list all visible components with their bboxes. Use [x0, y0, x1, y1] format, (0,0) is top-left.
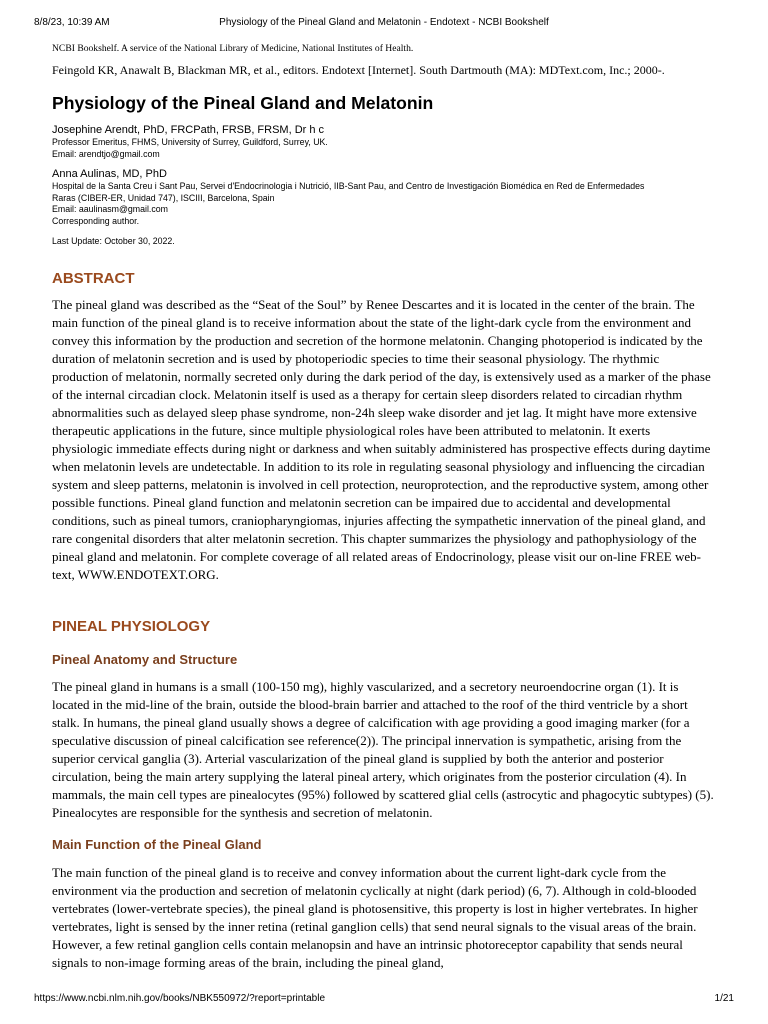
page-title: Physiology of the Pineal Gland and Melatonin: [52, 93, 434, 113]
print-header: [34, 17, 734, 31]
function-text: The main function of the pineal gland is to receive and convey information about the current light-dark cycle from the environment via the production and secretion of melatonin cyclically at night (dark period) (6, 7). Although in cold-blooded vertebrates (lower-vertebrate species), the pineal gland is photosensitive, this property is lost in higher vertebrates. In higher vertebrates, light is sensed by the inner retina (retinal ganglion cells) that send neural signals to the visual areas of the brain. However, a few retinal ganglion cells contain melanopsin and have an intrinsic photoreceptor capability that sends neural signals to non-image forming areas of the brain, including the pineal gland,: [52, 865, 698, 970]
abstract-heading: ABSTRACT: [52, 270, 135, 287]
anatomy-text: The pineal gland in humans is a small (100-150 mg), highly vascularized, and a secretory neuroendocrine organ (1). It is located in the mid-line of the brain, outside the blood-brain barrier and attached to the roof of the third ventricle by a short stalk. In humans, the pineal gland usually shows a degree of calcification with age providing a good imaging marker (for a speculative discussion of pineal calcification see reference(2)). The principal innervation is sympathetic, arising from the superior cervical ganglia (3). Arterial vascularization of the pineal gland is supplied by both the anterior and posterior circulation, being the main artery supplying the lateral pineal artery, which originates from the posterior circulation (4). In mammals, the main cell types are pinealocytes (95%) followed by scattered glial cells (astrocytic and phagocytic subtypes) (5). Pinealocytes are responsible for the synthesis and secretion of melatonin.: [52, 679, 714, 820]
author-email[interactable]: Email: aaulinasm@gmail.com: [52, 204, 168, 214]
anatomy-heading: Pineal Anatomy and Structure: [52, 652, 238, 667]
author-block: [52, 168, 712, 227]
pineal-physiology-heading: PINEAL PHYSIOLOGY: [52, 618, 211, 635]
author-affiliation: Hospital de la Santa Creu i Sant Pau, Servei d'Endocrinologia i Nutrició, IIB-Sant Pau, and Centro de Investigación Biomédica en Red de Enfermedades: [52, 181, 645, 191]
print-footer: [34, 993, 734, 1007]
author-block: [52, 124, 712, 160]
print-url: https://www.ncbi.nlm.nih.gov/books/NBK550972/?report=printable: [34, 993, 326, 1004]
author-name: Anna Aulinas, MD, PhD: [52, 168, 167, 180]
bookshelf-notice: NCBI Bookshelf. A service of the National Library of Medicine, National Institutes of Health.: [52, 43, 414, 54]
function-heading: Main Function of the Pineal Gland: [52, 837, 262, 852]
author-name: Josephine Arendt, PhD, FRCPath, FRSB, FRSM, Dr h c: [52, 124, 325, 136]
author-email[interactable]: Email: arendtjo@gmail.com: [52, 148, 160, 159]
corresponding-author-note: Corresponding author.: [52, 215, 140, 226]
author-list: [52, 124, 712, 247]
page-number: 1/21: [714, 993, 734, 1004]
abstract-text: The pineal gland was described as the “Seat of the Soul” by Renee Descartes and it is located in the center of the brain. The main function of the pineal gland is to receive information about the state of the light-dark cycle from the environment and convey this information by the production and secretion of the hormone melatonin. Changing photoperiod is indicated by the duration of melatonin secretion and is used by photoperiodic species to time their seasonal physiology. The rhythmic production of melatonin, normally secreted only during the dark period of the day, is extensively used as a marker of the phase of the internal circadian clock. Melatonin itself is used as a therapy for certain sleep disorders related to circadian rhythm abnormalities such as delayed sleep phase syndrome, non-24h sleep wake disorder and jet lag. It might have more extensive therapeutic applications in the future, since multiple physiological roles have been attributed to melatonin. It exerts physiologic immediate effects during night or darkness and when suitably administered has prospective effects during daytime when melatonin levels are undetectable. In addition to its role in regulating seasonal physiology and influencing the circadian system and sleep patterns, melatonin is involved in cell protection, neuroprotection, and the reproductive system, among other possible functions. Pineal gland function and melatonin secretion can be impaired due to accidental and developmental conditions, such as pineal tumors, craniopharyngiomas, injuries affecting the sympathetic innervation of the pineal gland, and rare congenital disorders that alter melatonin secretion. This chapter summarizes the physiology and pathophysiology of the pineal gland and melatonin. For complete coverage of all related areas of Endocrinology, please visit our on-line FREE web-text, WWW.ENDOTEXT.ORG.: [52, 297, 711, 582]
print-date: 8/8/23, 10:39 AM: [34, 17, 110, 28]
last-update: Last Update: October 30, 2022.: [52, 236, 175, 246]
author-affiliation-cont: Raras (CIBER-ER, Unidad 747), ISCIII, Barcelona, Spain: [52, 192, 275, 203]
print-page-title: Physiology of the Pineal Gland and Melatonin - Endotext - NCBI Bookshelf: [219, 17, 549, 28]
citation: Feingold KR, Anawalt B, Blackman MR, et al., editors. Endotext [Internet]. South Dartmouth (MA): MDText.com, Inc.; 2000-.: [52, 63, 665, 77]
author-affiliation: Professor Emeritus, FHMS, University of Surrey, Guildford, Surrey, UK.: [52, 137, 328, 147]
